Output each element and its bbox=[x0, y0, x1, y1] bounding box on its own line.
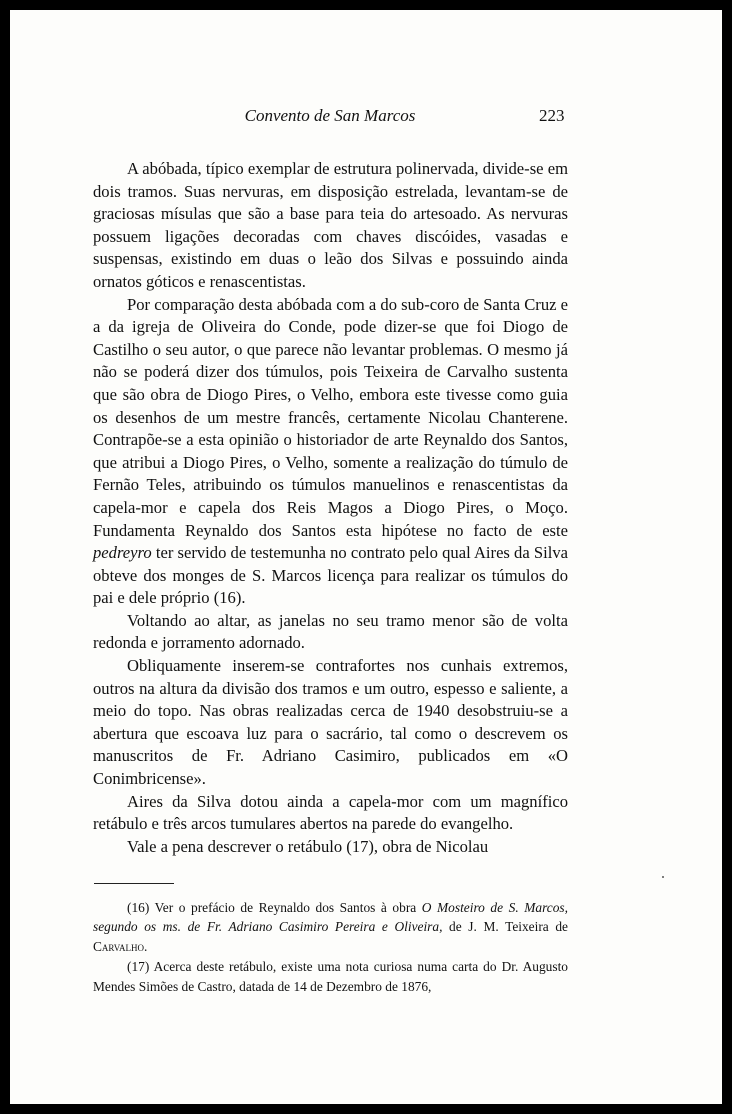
paragraph-2 bbox=[93, 294, 568, 610]
paragraph-5: Aires da Silva dotou ainda a capela-mor com um magnífico retábulo e três arcos tumulares abertos na parede do evangelho. bbox=[93, 791, 568, 834]
footnote-16-title: O Mosteiro de S. Marcos, segundo os ms. de Fr. Adriano Casimiro Pereira e Oliveira, bbox=[93, 900, 568, 935]
footnote-17: (17) Acerca deste retábulo, existe uma nota curiosa numa carta do Dr. Augusto Mendes Simões de Castro, datada de 14 de Dezembro de 1876, bbox=[93, 959, 568, 994]
paragraph-3: Voltando ao altar, as janelas no seu tramo menor são de volta redonda e jorramento adornado. bbox=[93, 610, 568, 653]
body-text bbox=[93, 158, 568, 858]
paragraph-1: A abóbada, típico exemplar de estrutura polinervada, divide-se em dois tramos. Suas nervuras, em disposição estrelada, levantam-se de graciosas mísulas que são a base para teia do artesoado. As nervuras possuem ligações decoradas com chaves discóides, vasadas e suspensas, existindo em duas o leão dos Silvas e possuindo ainda ornatos góticos e renascentistas. bbox=[93, 159, 568, 291]
footnotes bbox=[93, 898, 568, 997]
page-number: 223 bbox=[539, 106, 565, 125]
footnote-16-text-b: de J. M. Teixeira de bbox=[449, 919, 568, 935]
paragraph-2-text-b: ter servido de testemunha no contrato pelo qual Aires da Silva obteve dos monges de S. Marcos licença para realizar os túmulos do pai e dele próprio (16). bbox=[93, 543, 568, 608]
page-header bbox=[10, 106, 722, 130]
footnote-separator bbox=[94, 883, 174, 884]
footnote-16-author: Carvalho. bbox=[93, 938, 148, 954]
paragraph-2-italic-term: pedreyro bbox=[93, 543, 152, 563]
paragraph-6: Vale a pena descrever o retábulo (17), obra de Nicolau bbox=[127, 836, 489, 856]
running-title: Convento de San Marcos bbox=[244, 106, 416, 125]
footnote-16 bbox=[93, 898, 568, 956]
book-page bbox=[10, 10, 722, 1104]
speck bbox=[662, 876, 664, 878]
paragraph-2-text-a: Por comparação desta abóbada com a do sub-coro de Santa Cruz e a da igreja de Oliveira do Conde, pode dizer-se que foi Diogo de Castilho o seu autor, o que parece não levantar problemas. O mesmo já não se poderá dizer dos túmulos, pois Teixeira de Carvalho sustenta que são obra de Diogo Pires, o Velho, embora este tivesse como guia os desenhos de um mestre francês, certamente Nicolau Chanterene. Contrapõe-se a esta opinião o historiador de arte Reynaldo dos Santos, que atribui a Diogo Pires, o Velho, somente a realização do túmulo de Fernão Teles, atribuindo os túmulos manuelinos e renascentistas da capela-mor e capela dos Reis Magos a Diogo Pires, o Moço. Fundamenta Reynaldo dos Santos esta hipótese no facto de este bbox=[93, 294, 568, 540]
footnote-16-text-a: (16) Ver o prefácio de Reynaldo dos Santos à obra bbox=[127, 900, 417, 915]
paragraph-4: Obliquamente inserem-se contrafortes nos cunhais extremos, outros na altura da divisão dos tramos e um outro, espesso e saliente, a meio do topo. Nas obras realizadas cerca de 1940 desobstruiu-se a abertura que escoava luz para o sacrário, tal como o descrevem os manuscritos de Fr. Adriano Casimiro, publicados em «O Conimbricense». bbox=[93, 656, 568, 789]
